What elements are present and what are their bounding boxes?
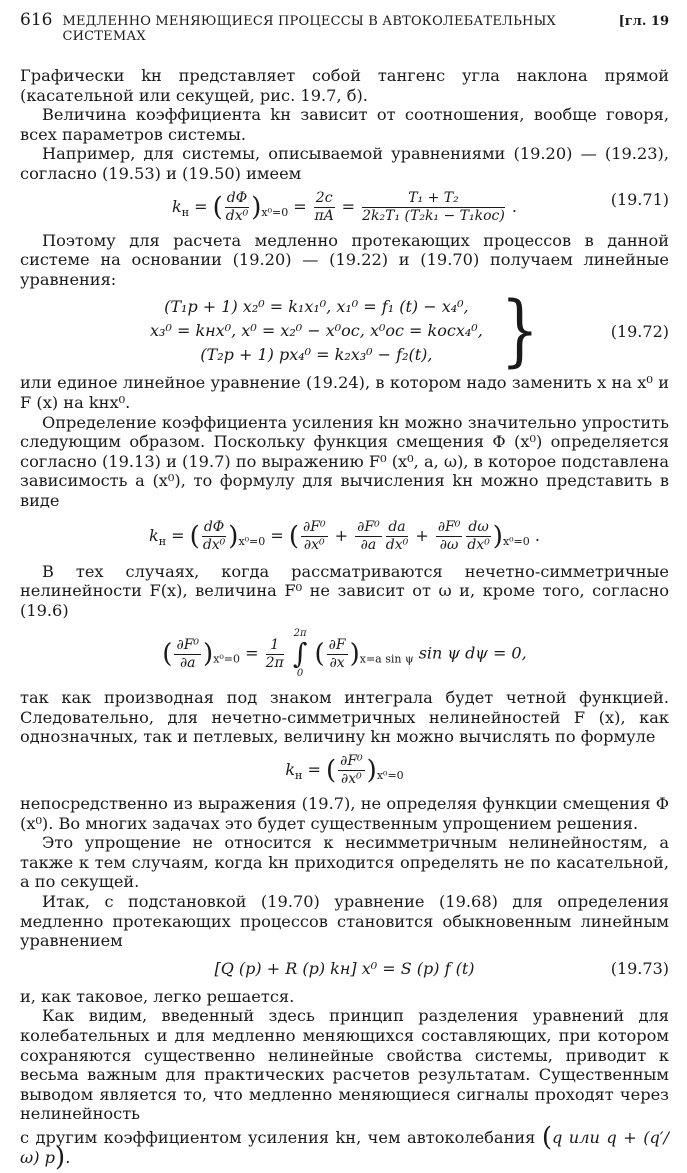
chapter-ref: [гл. 19: [618, 14, 669, 29]
autoosc-expression: q или q + (q′/ω) p: [20, 1127, 669, 1168]
last-line-text: с другим коэффициентом усиления kн, чем автоколебания: [20, 1127, 536, 1147]
paragraph-13: Как видим, введенный здесь принцип разделения уравнений для колебательных и для медленно меняющихся составляющих, при котором сохраняются существенно нелинейные свойства системы, приводит к весьма важным для практических расчетов результатам. Существенным выводом является то, что медленно меняющиеся сигналы проходят через нелинейность: [20, 1006, 669, 1124]
equation-number: (19.72): [610, 321, 669, 341]
equation-integral: ( $\frac{\text{∂F⁰}}{\partial a}$ )$_{x^0=0}$ = $\frac{1}{2\pi}$ 2π ∫ 0 ( $\frac{\partial F}{\partial x}$ )$_{x=a sin \psi}$ sin ψ dψ = 0,: [162, 628, 527, 680]
paragraph-2: Величина коэффициента kн зависит от соотношения, вообще говоря, всех параметров системы.: [20, 105, 669, 144]
equation-kn-derivative: $k_н$ = ( $\frac{d\Phi}{\text{dx⁰}}$ )$_{x^0=0}$ = ( $\frac{\text{∂F⁰}}{\text{∂x⁰}}$ + $\frac{\text{∂F⁰}}{\partial a}$ $\frac{da}{\text{dx⁰}}$ + $\frac{\text{∂F⁰}}{\partial\omega}$ $\frac{d\omega}{\text{dx⁰}}$ )$_{x^0=0}$ .: [149, 518, 540, 553]
paragraph-3: Например, для системы, описываемой уравнениями (19.20) — (19.23), согласно (19.53) и (19.50) имеем: [20, 144, 669, 183]
paragraph-13-end: с другим коэффициентом усиления kн, чем автоколебания (q или q + (q′/ω) p).: [20, 1122, 669, 1173]
paragraph-9: непосредственно из выражения (19.7), не определяя функции смещения Φ (x⁰). Во многих задачах это будет существенным упрощением решения.: [20, 794, 669, 833]
right-brace: }: [500, 285, 539, 377]
system-line-1: (T₁p + 1) x₂⁰ = k₁x₁⁰, x₁⁰ = f₁ (t) − x₄⁰,: [164, 297, 469, 317]
paragraph-6: Определение коэффициента усиления kн можно значительно упростить следующим образом. Поскольку функция смещения Φ (x⁰) определяется согласно (19.13) и (19.7) по выражению F⁰ (x⁰, a, ω), в которое подставлена зависимость a (x⁰), то формулу для вычисления kн можно представить в виде: [20, 412, 669, 510]
equation-kn-partial: $k_н$ = ( $\frac{\text{∂F⁰}}{\text{∂x⁰}}$ )$_{x^0=0}$: [285, 753, 404, 788]
paragraph-4: Поэтому для расчета медленно протекающих процессов в данной системе на основании (19.20) — (19.22) и (19.70) получаем линейные уравнения:: [20, 230, 669, 289]
equation-19-71: $k_н$ = ( $\frac{d\Phi}{\text{dx⁰}}$ )$_{x^0=0}$ = $\frac{2c}{\pi A}$ = $\frac{\text{T₁ + T₂}}{\text{2k₂T₁ (T₂k₁ − T₁kос)}}$ . (19.71): [171, 189, 669, 224]
equation-19-73: [20, 959, 669, 979]
paragraph-12: и, как таковое, легко решается.: [20, 986, 295, 1006]
running-header: [20, 10, 669, 44]
paragraph-7: В тех случаях, когда рассматриваются нечетно-симметричные нелинейности F(x), величина F⁰ не зависит от ω и, кроме того, согласно (19.6): [20, 561, 669, 620]
paragraph-8: так как производная под знаком интеграла будет четной функцией. Следовательно, для нечетно-симметричных нелинейностей F (x), как однозначных, так и петлевых, величину kн можно вычислять по формуле: [20, 688, 669, 747]
equation-number: (19.71): [610, 189, 669, 209]
paragraph-5: или единое линейное уравнение (19.24), в котором надо заменить x на x⁰ и F (x) на kнx⁰.: [20, 373, 669, 412]
equation-system-19-72: [20, 285, 669, 377]
system-line-2: x₃⁰ = kнx⁰, x⁰ = x₂⁰ − x⁰ос, x⁰ос = kосx₄⁰,: [150, 321, 483, 341]
page-number: 616: [20, 10, 53, 30]
running-title: МЕДЛЕННО МЕНЯЮЩИЕСЯ ПРОЦЕССЫ В АВТОКОЛЕБАТЕЛЬНЫХ СИСТЕМАХ: [62, 14, 557, 44]
paragraph-10: Это упрощение не относится к несимметричным нелинейностям, а также к тем случаям, когда kн приходится определять не по касательной, а по секущей.: [20, 833, 669, 892]
paragraph-1: Графически kн представляет собой тангенс угла наклона прямой (касательной или секущей, рис. 19.7, б).: [20, 66, 669, 105]
system-line-3: (T₂p + 1) px₄⁰ = k₂x₃⁰ − f₂(t),: [200, 345, 433, 365]
equation-19-73-body: [Q (p) + R (p) kн] x⁰ = S (p) f (t): [214, 958, 475, 978]
paragraph-11: Итак, с подстановкой (19.70) уравнение (19.68) для определения медленно протекающих процессов становится обыкновенным линейным уравнением: [20, 892, 669, 951]
equation-number: (19.73): [610, 958, 669, 978]
